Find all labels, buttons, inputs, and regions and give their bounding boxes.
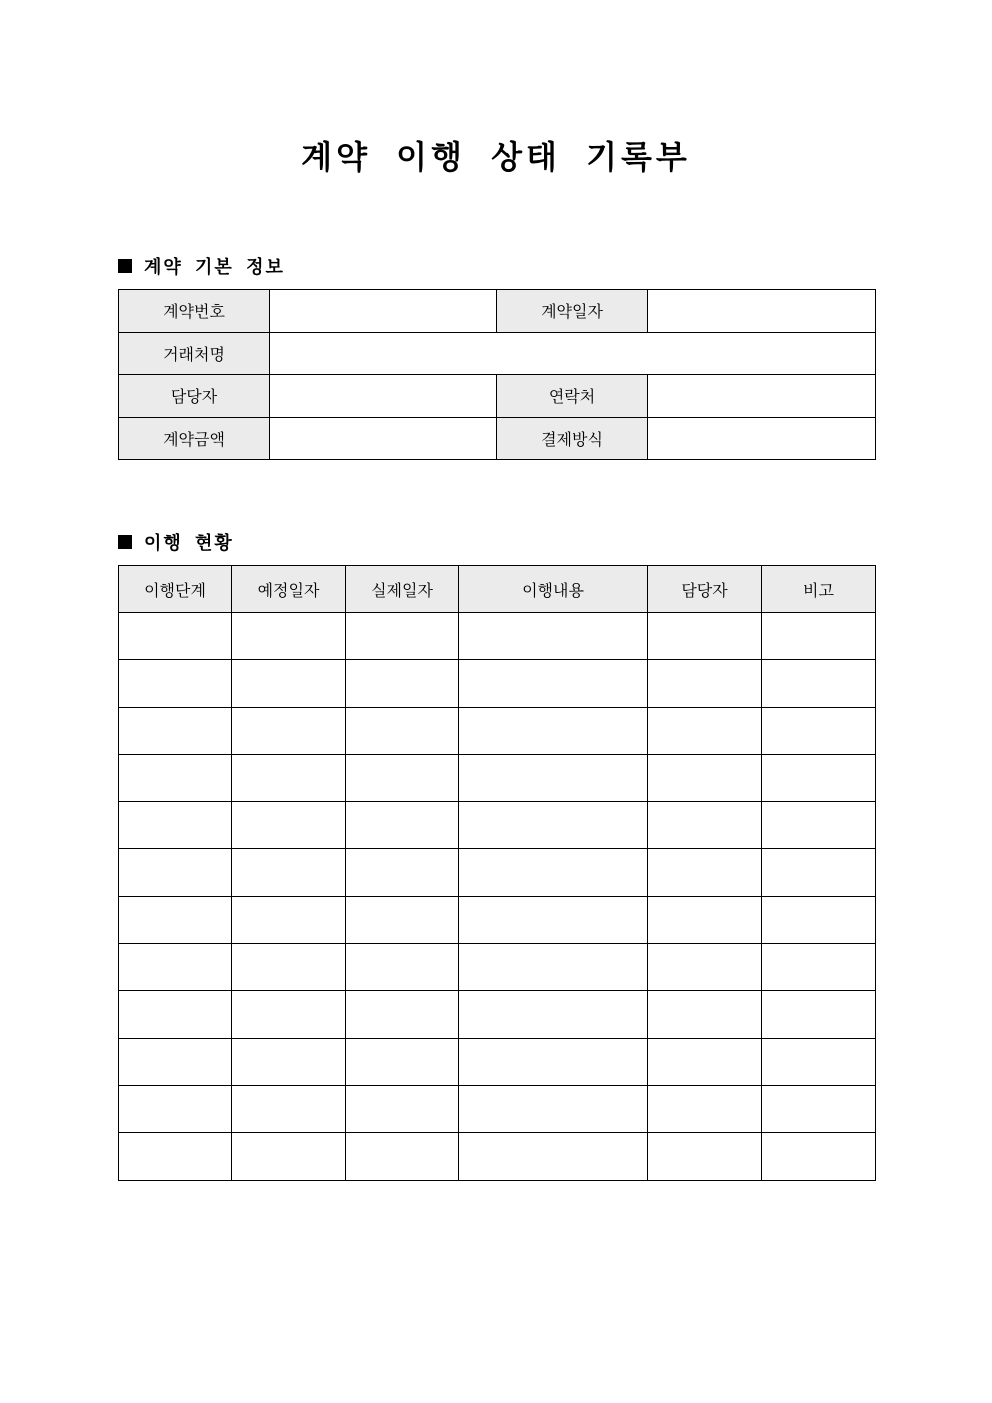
square-bullet-icon bbox=[118, 535, 132, 549]
planned-date-cell[interactable] bbox=[232, 944, 346, 991]
stage-cell[interactable] bbox=[119, 944, 232, 991]
table-row bbox=[119, 707, 876, 754]
stage-cell[interactable] bbox=[119, 660, 232, 707]
planned-date-cell[interactable] bbox=[232, 1085, 346, 1132]
planned-date-cell[interactable] bbox=[232, 754, 346, 801]
planned-date-cell[interactable] bbox=[232, 849, 346, 896]
progress-heading bbox=[118, 529, 234, 555]
table-row bbox=[119, 849, 876, 896]
table-row bbox=[119, 1038, 876, 1085]
remarks-cell[interactable] bbox=[762, 944, 876, 991]
column-header-stage: 이행단계 bbox=[119, 566, 232, 613]
remarks-cell[interactable] bbox=[762, 754, 876, 801]
manager-cell[interactable] bbox=[648, 754, 762, 801]
actual-date-cell[interactable] bbox=[346, 707, 459, 754]
table-row bbox=[119, 1085, 876, 1132]
manager-cell[interactable] bbox=[648, 1038, 762, 1085]
planned-date-cell[interactable] bbox=[232, 802, 346, 849]
stage-cell[interactable] bbox=[119, 613, 232, 660]
actual-date-cell[interactable] bbox=[346, 896, 459, 943]
table-row bbox=[119, 660, 876, 707]
planned-date-cell[interactable] bbox=[232, 660, 346, 707]
details-cell[interactable] bbox=[459, 754, 648, 801]
payment-method-field[interactable] bbox=[648, 417, 876, 460]
planned-date-cell[interactable] bbox=[232, 707, 346, 754]
table-row bbox=[119, 290, 876, 333]
stage-cell[interactable] bbox=[119, 802, 232, 849]
column-header-details: 이행내용 bbox=[459, 566, 648, 613]
client-name-field[interactable] bbox=[270, 332, 876, 375]
details-cell[interactable] bbox=[459, 1038, 648, 1085]
details-cell[interactable] bbox=[459, 613, 648, 660]
column-header-manager: 담당자 bbox=[648, 566, 762, 613]
table-row bbox=[119, 332, 876, 375]
stage-cell[interactable] bbox=[119, 896, 232, 943]
document-title: 계약 이행 상태 기록부 bbox=[301, 138, 691, 176]
basic-info-heading bbox=[118, 253, 285, 279]
column-header-actual-date: 실제일자 bbox=[346, 566, 459, 613]
details-cell[interactable] bbox=[459, 707, 648, 754]
square-bullet-icon bbox=[118, 259, 132, 273]
progress-table bbox=[118, 565, 876, 1181]
planned-date-cell[interactable] bbox=[232, 991, 346, 1038]
actual-date-cell[interactable] bbox=[346, 849, 459, 896]
actual-date-cell[interactable] bbox=[346, 1133, 459, 1180]
contract-date-field[interactable] bbox=[648, 290, 876, 333]
manager-cell[interactable] bbox=[648, 991, 762, 1038]
planned-date-cell[interactable] bbox=[232, 1133, 346, 1180]
details-cell[interactable] bbox=[459, 1085, 648, 1132]
contract-number-label: 계약번호 bbox=[119, 290, 270, 333]
progress-heading-text: 이행 현황 bbox=[144, 533, 234, 554]
remarks-cell[interactable] bbox=[762, 1085, 876, 1132]
details-cell[interactable] bbox=[459, 849, 648, 896]
contract-date-label: 계약일자 bbox=[497, 290, 648, 333]
manager-label: 담당자 bbox=[119, 375, 270, 418]
client-name-label: 거래처명 bbox=[119, 332, 270, 375]
remarks-cell[interactable] bbox=[762, 660, 876, 707]
manager-cell[interactable] bbox=[648, 944, 762, 991]
remarks-cell[interactable] bbox=[762, 1133, 876, 1180]
details-cell[interactable] bbox=[459, 944, 648, 991]
planned-date-cell[interactable] bbox=[232, 613, 346, 660]
manager-cell[interactable] bbox=[648, 802, 762, 849]
details-cell[interactable] bbox=[459, 991, 648, 1038]
table-header-row bbox=[119, 566, 876, 613]
planned-date-cell[interactable] bbox=[232, 896, 346, 943]
table-row bbox=[119, 1133, 876, 1180]
manager-cell[interactable] bbox=[648, 1085, 762, 1132]
stage-cell[interactable] bbox=[119, 1038, 232, 1085]
remarks-cell[interactable] bbox=[762, 1038, 876, 1085]
table-row bbox=[119, 896, 876, 943]
basic-info-table bbox=[118, 289, 876, 460]
remarks-cell[interactable] bbox=[762, 849, 876, 896]
actual-date-cell[interactable] bbox=[346, 1085, 459, 1132]
column-header-remarks: 비고 bbox=[762, 566, 876, 613]
contact-label: 연락처 bbox=[497, 375, 648, 418]
stage-cell[interactable] bbox=[119, 1085, 232, 1132]
table-row bbox=[119, 754, 876, 801]
payment-method-label: 결제방식 bbox=[497, 417, 648, 460]
table-row bbox=[119, 944, 876, 991]
details-cell[interactable] bbox=[459, 802, 648, 849]
contract-amount-label: 계약금액 bbox=[119, 417, 270, 460]
contract-amount-field[interactable] bbox=[270, 417, 497, 460]
manager-cell[interactable] bbox=[648, 660, 762, 707]
actual-date-cell[interactable] bbox=[346, 991, 459, 1038]
stage-cell[interactable] bbox=[119, 991, 232, 1038]
manager-cell[interactable] bbox=[648, 1133, 762, 1180]
manager-field[interactable] bbox=[270, 375, 497, 418]
remarks-cell[interactable] bbox=[762, 991, 876, 1038]
actual-date-cell[interactable] bbox=[346, 802, 459, 849]
actual-date-cell[interactable] bbox=[346, 613, 459, 660]
details-cell[interactable] bbox=[459, 1133, 648, 1180]
table-row bbox=[119, 417, 876, 460]
actual-date-cell[interactable] bbox=[346, 754, 459, 801]
contract-number-field[interactable] bbox=[270, 290, 497, 333]
remarks-cell[interactable] bbox=[762, 802, 876, 849]
actual-date-cell[interactable] bbox=[346, 944, 459, 991]
table-row bbox=[119, 802, 876, 849]
basic-info-heading-text: 계약 기본 정보 bbox=[144, 257, 285, 278]
details-cell[interactable] bbox=[459, 660, 648, 707]
table-row bbox=[119, 375, 876, 418]
stage-cell[interactable] bbox=[119, 849, 232, 896]
details-cell[interactable] bbox=[459, 896, 648, 943]
manager-cell[interactable] bbox=[648, 896, 762, 943]
manager-cell[interactable] bbox=[648, 849, 762, 896]
column-header-planned-date: 예정일자 bbox=[232, 566, 346, 613]
stage-cell[interactable] bbox=[119, 754, 232, 801]
actual-date-cell[interactable] bbox=[346, 1038, 459, 1085]
progress-table-body bbox=[119, 613, 876, 1181]
stage-cell[interactable] bbox=[119, 707, 232, 754]
manager-cell[interactable] bbox=[648, 707, 762, 754]
table-row bbox=[119, 991, 876, 1038]
remarks-cell[interactable] bbox=[762, 613, 876, 660]
stage-cell[interactable] bbox=[119, 1133, 232, 1180]
manager-cell[interactable] bbox=[648, 613, 762, 660]
actual-date-cell[interactable] bbox=[346, 660, 459, 707]
remarks-cell[interactable] bbox=[762, 896, 876, 943]
planned-date-cell[interactable] bbox=[232, 1038, 346, 1085]
table-row bbox=[119, 613, 876, 660]
contact-field[interactable] bbox=[648, 375, 876, 418]
remarks-cell[interactable] bbox=[762, 707, 876, 754]
